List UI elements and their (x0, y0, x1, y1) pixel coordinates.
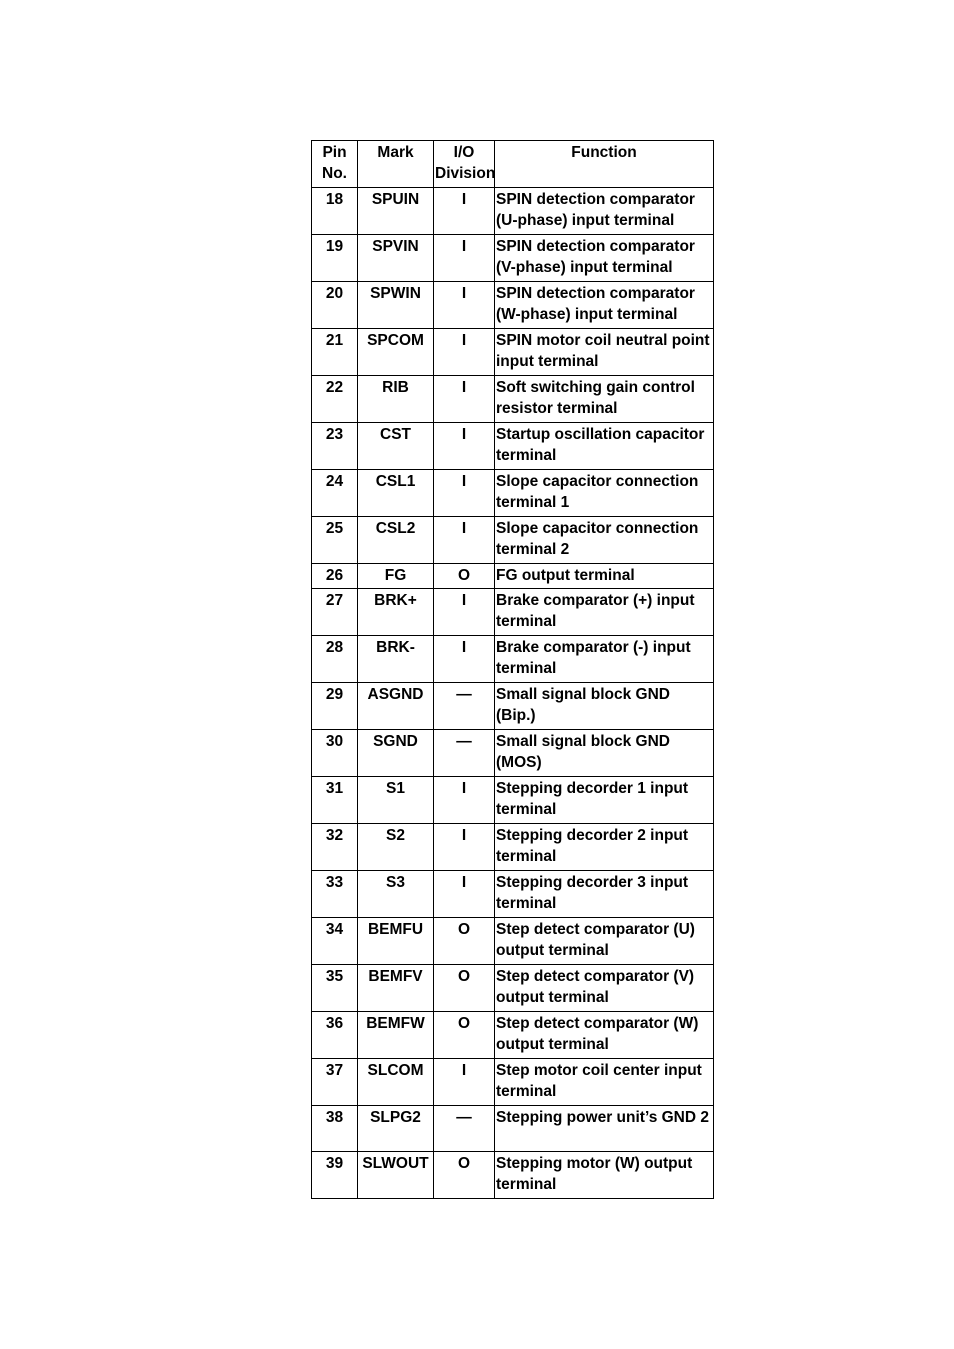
function-cell: Brake comparator (+) input terminal (495, 589, 714, 636)
pin-cell: 21 (312, 329, 358, 376)
function-cell: Startup oscillation capacitor terminal (495, 423, 714, 470)
io-division-cell: I (434, 517, 495, 564)
mark-cell: SPWIN (358, 282, 434, 329)
io-division-cell: I (434, 824, 495, 871)
io-division-cell: O (434, 564, 495, 589)
mark-cell: CSL1 (358, 470, 434, 517)
header-pin-line2: No. (322, 165, 347, 182)
table-row (312, 376, 714, 423)
table-row (312, 282, 714, 329)
io-division-cell: I (434, 871, 495, 918)
function-cell: SPIN motor coil neutral point input terminal (495, 329, 714, 376)
table-row (312, 517, 714, 564)
table-row (312, 730, 714, 777)
mark-cell: ASGND (358, 683, 434, 730)
header-function: Function (495, 141, 714, 188)
io-division-cell: I (434, 376, 495, 423)
mark-cell: BEMFW (358, 1012, 434, 1059)
header-pin-line1: Pin (322, 144, 347, 161)
table-row (312, 188, 714, 235)
mark-cell: RIB (358, 376, 434, 423)
table-header-row (312, 141, 714, 188)
mark-cell: BEMFV (358, 965, 434, 1012)
header-pin-no (312, 141, 358, 188)
function-cell: SPIN detection comparator (U-phase) input terminal (495, 188, 714, 235)
table-row (312, 871, 714, 918)
table-row (312, 636, 714, 683)
pin-cell: 35 (312, 965, 358, 1012)
pin-cell: 26 (312, 564, 358, 589)
io-division-cell: I (434, 188, 495, 235)
io-division-cell: — (434, 1106, 495, 1152)
mark-cell: BRK+ (358, 589, 434, 636)
function-cell: Stepping power unit’s GND 2 (495, 1106, 714, 1152)
table-row (312, 329, 714, 376)
mark-cell: SGND (358, 730, 434, 777)
table-row (312, 235, 714, 282)
mark-cell: SLPG2 (358, 1106, 434, 1152)
function-cell: Stepping decorder 2 input terminal (495, 824, 714, 871)
pin-cell: 25 (312, 517, 358, 564)
pin-cell: 33 (312, 871, 358, 918)
table-row (312, 777, 714, 824)
io-division-cell: I (434, 329, 495, 376)
pin-cell: 30 (312, 730, 358, 777)
mark-cell: SLWOUT (358, 1152, 434, 1199)
io-division-cell: I (434, 777, 495, 824)
io-division-cell: I (434, 1059, 495, 1106)
mark-cell: S1 (358, 777, 434, 824)
pin-cell: 24 (312, 470, 358, 517)
io-division-cell: I (434, 423, 495, 470)
io-division-cell: — (434, 730, 495, 777)
table-row (312, 470, 714, 517)
function-cell: Small signal block GND (MOS) (495, 730, 714, 777)
pin-cell: 23 (312, 423, 358, 470)
mark-cell: SLCOM (358, 1059, 434, 1106)
pin-cell: 22 (312, 376, 358, 423)
mark-cell: SPUIN (358, 188, 434, 235)
table-row (312, 1152, 714, 1199)
pin-cell: 20 (312, 282, 358, 329)
io-division-cell: — (434, 683, 495, 730)
table-row (312, 423, 714, 470)
function-cell: Stepping decorder 3 input terminal (495, 871, 714, 918)
pin-cell: 32 (312, 824, 358, 871)
mark-cell: CSL2 (358, 517, 434, 564)
table-row (312, 824, 714, 871)
header-io-division (434, 141, 495, 188)
function-cell: Soft switching gain control resistor terminal (495, 376, 714, 423)
header-mark: Mark (358, 141, 434, 188)
function-cell: Step motor coil center input terminal (495, 1059, 714, 1106)
pin-cell: 38 (312, 1106, 358, 1152)
table-row (312, 683, 714, 730)
pin-function-table (311, 140, 714, 1199)
pin-cell: 28 (312, 636, 358, 683)
table-row (312, 1012, 714, 1059)
function-cell: Small signal block GND (Bip.) (495, 683, 714, 730)
mark-cell: FG (358, 564, 434, 589)
pin-cell: 36 (312, 1012, 358, 1059)
pin-cell: 29 (312, 683, 358, 730)
function-cell: Step detect comparator (V) output terminal (495, 965, 714, 1012)
table-row (312, 564, 714, 589)
function-cell: SPIN detection comparator (W-phase) input terminal (495, 282, 714, 329)
function-cell: Brake comparator (-) input terminal (495, 636, 714, 683)
mark-cell: BEMFU (358, 918, 434, 965)
pin-cell: 37 (312, 1059, 358, 1106)
pin-cell: 31 (312, 777, 358, 824)
io-division-cell: I (434, 470, 495, 517)
table-row (312, 1059, 714, 1106)
header-io-line2: Division (435, 165, 496, 182)
table-row (312, 589, 714, 636)
table-row (312, 918, 714, 965)
io-division-cell: O (434, 1012, 495, 1059)
table-row (312, 965, 714, 1012)
function-cell: Step detect comparator (U) output terminal (495, 918, 714, 965)
table-row (312, 1106, 714, 1152)
io-division-cell: O (434, 918, 495, 965)
function-cell: Slope capacitor connection terminal 1 (495, 470, 714, 517)
function-cell: Slope capacitor connection terminal 2 (495, 517, 714, 564)
mark-cell: S3 (358, 871, 434, 918)
function-cell: Step detect comparator (W) output terminal (495, 1012, 714, 1059)
pin-cell: 39 (312, 1152, 358, 1199)
io-division-cell: I (434, 282, 495, 329)
table-body (312, 188, 714, 1199)
mark-cell: S2 (358, 824, 434, 871)
io-division-cell: O (434, 1152, 495, 1199)
io-division-cell: I (434, 636, 495, 683)
mark-cell: BRK- (358, 636, 434, 683)
header-io-line1: I/O (453, 144, 475, 161)
mark-cell: CST (358, 423, 434, 470)
function-cell: FG output terminal (495, 564, 714, 589)
io-division-cell: O (434, 965, 495, 1012)
function-cell: Stepping motor (W) output terminal (495, 1152, 714, 1199)
pin-cell: 19 (312, 235, 358, 282)
io-division-cell: I (434, 589, 495, 636)
mark-cell: SPCOM (358, 329, 434, 376)
io-division-cell: I (434, 235, 495, 282)
function-cell: SPIN detection comparator (V-phase) input terminal (495, 235, 714, 282)
mark-cell: SPVIN (358, 235, 434, 282)
pin-cell: 18 (312, 188, 358, 235)
pin-cell: 27 (312, 589, 358, 636)
function-cell: Stepping decorder 1 input terminal (495, 777, 714, 824)
pin-cell: 34 (312, 918, 358, 965)
